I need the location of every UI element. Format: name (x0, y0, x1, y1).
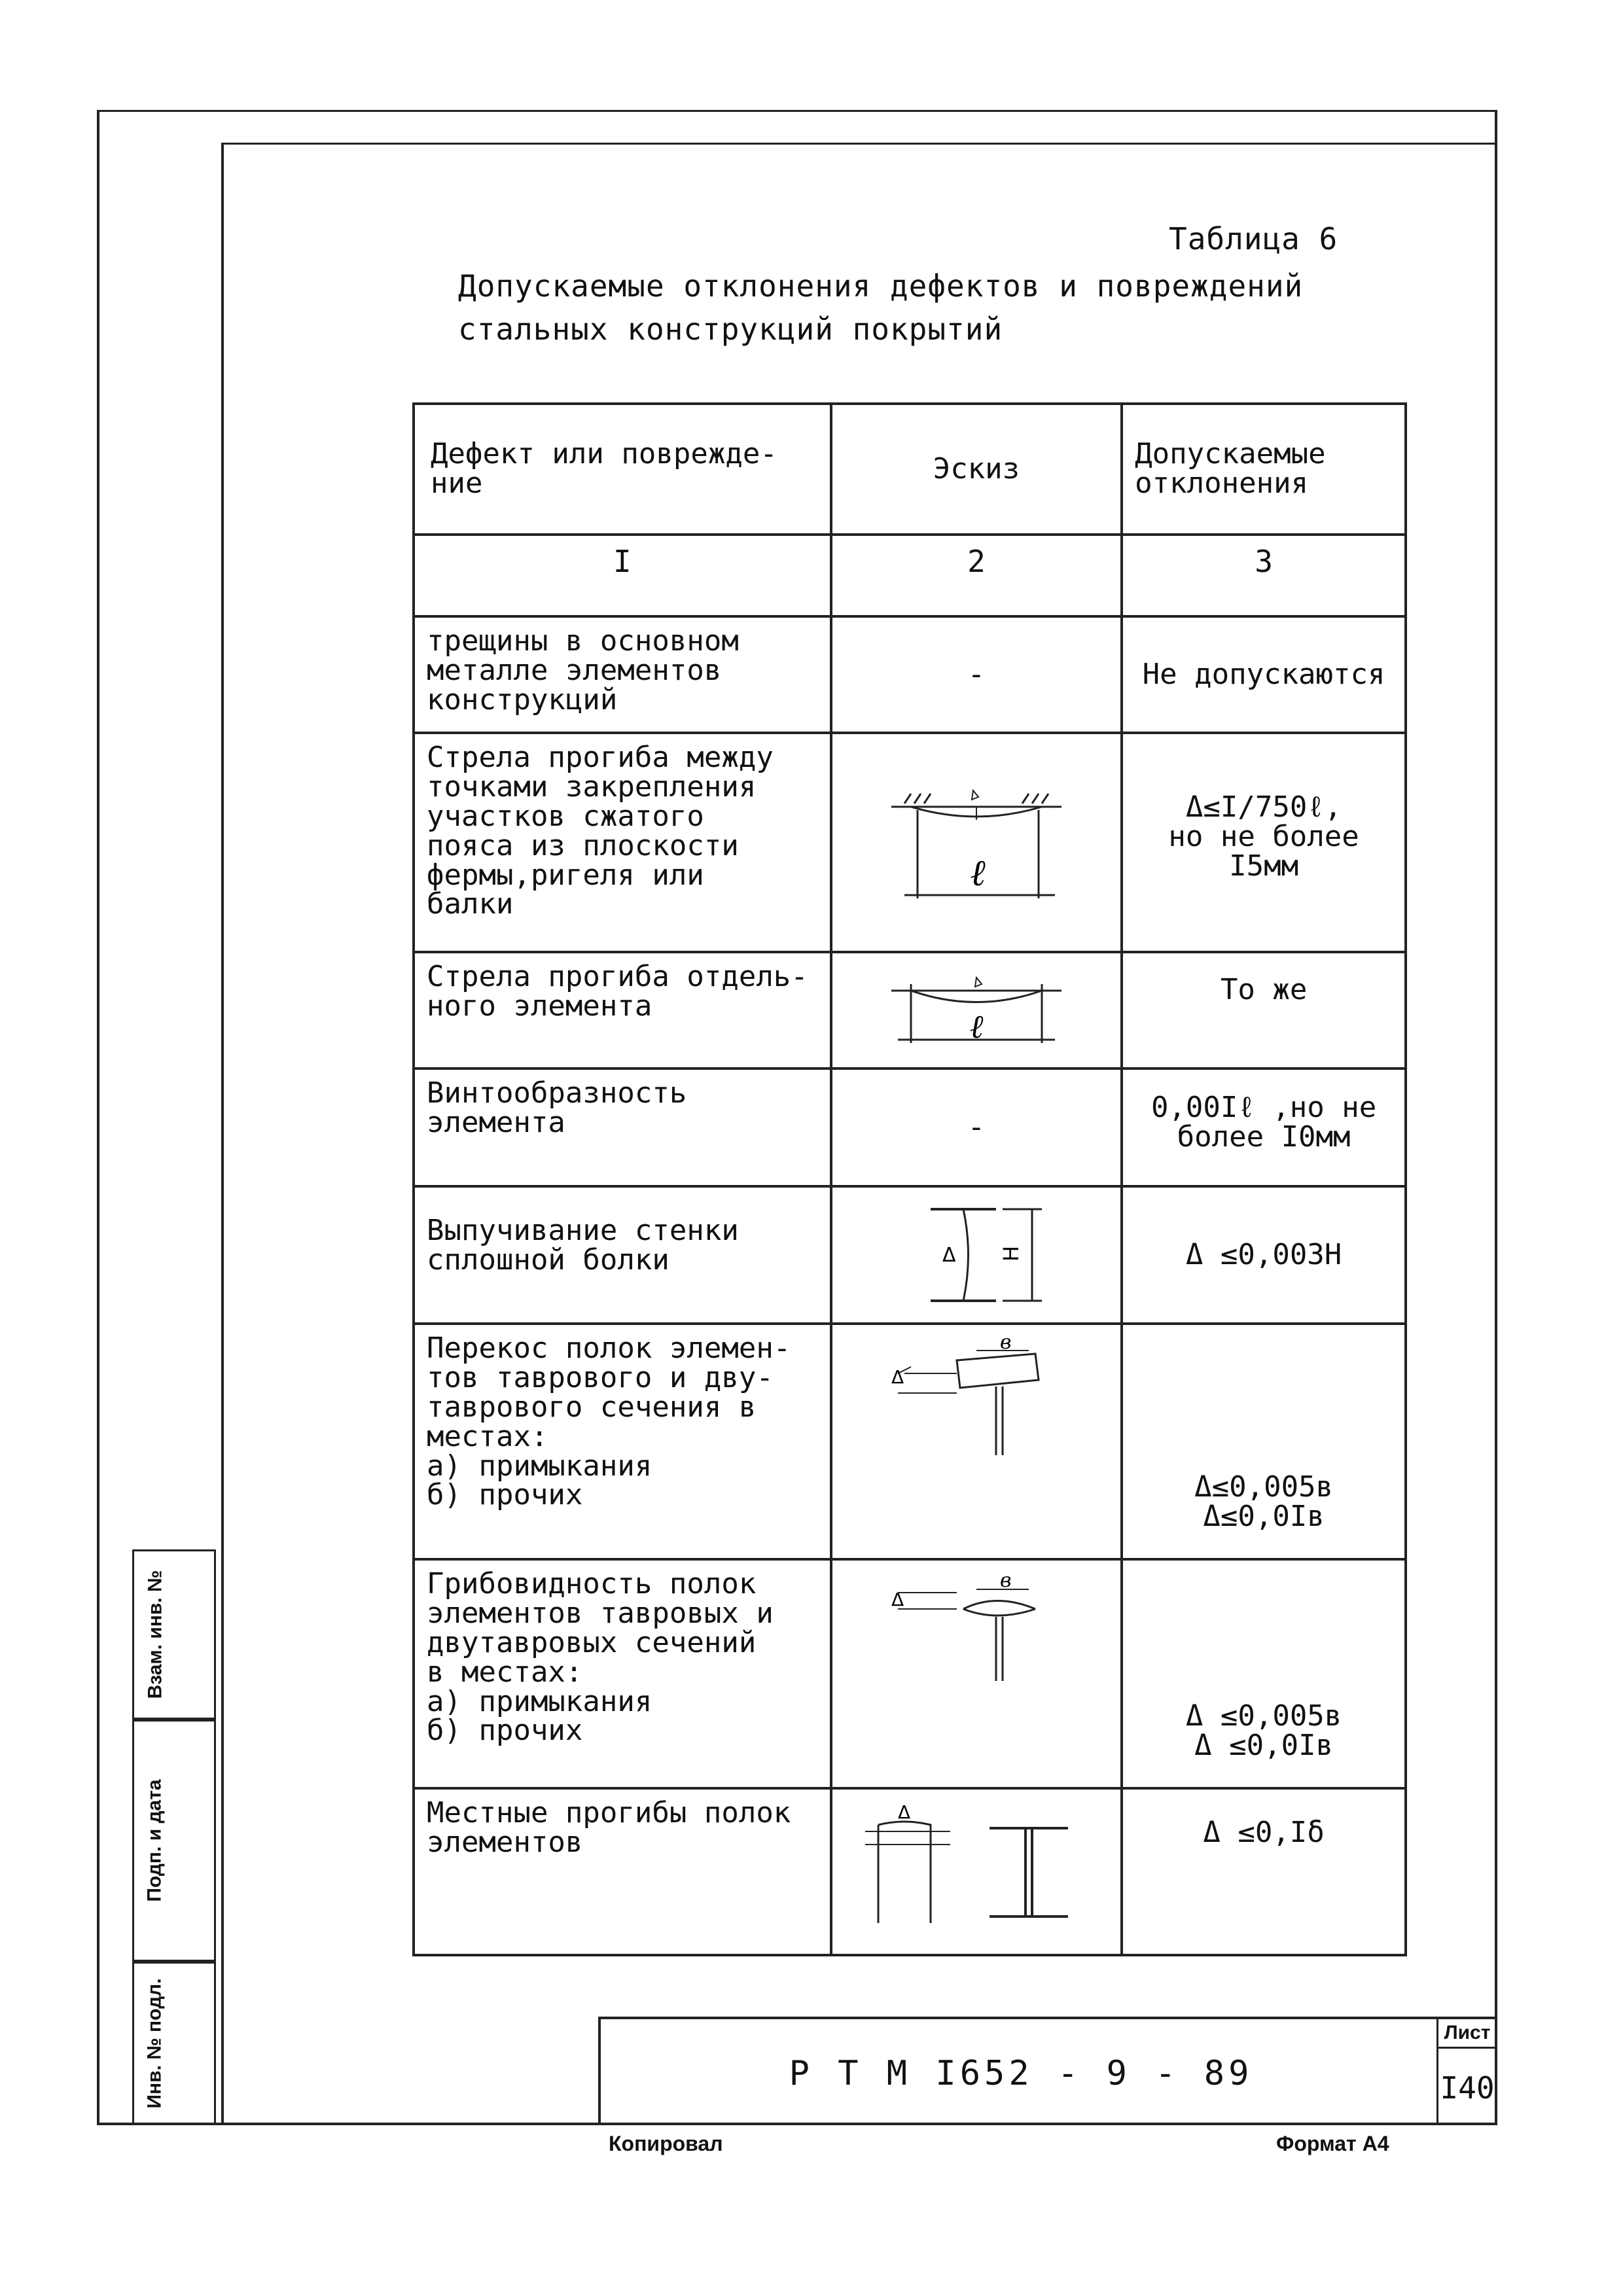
side-label-original-inv: Инв. № подл. (144, 1978, 166, 2109)
sketch-cell (831, 1559, 1122, 1788)
table-title: Таблица 6 (1169, 221, 1338, 256)
footer-copied: Копировал (609, 2132, 723, 2155)
table-row (414, 1559, 1406, 1788)
sketch-cell (831, 1788, 1122, 1955)
sketch-cell (831, 1186, 1122, 1324)
table-row (414, 733, 1406, 952)
side-box-replaced-inv (132, 1549, 216, 1720)
sheet-number: I40 (1440, 2070, 1495, 2106)
table-row (414, 1788, 1406, 1955)
caption-line-1: Допускаемые отклонения дефектов и повреждений (458, 268, 1304, 304)
side-box-original-inv (132, 1962, 216, 2125)
defect-cell: Перекос полок элемен- тов таврового и дву- таврового сечения в местах: а) примыкания б) прочих (414, 1324, 831, 1559)
svg-text:в: в (999, 1570, 1012, 1592)
header-tolerance: Допускаемые отклонения (1122, 404, 1406, 535)
col-number-1: I (414, 535, 831, 616)
side-box-signature-date (132, 1720, 216, 1962)
svg-text:ℓ: ℓ (970, 851, 986, 894)
table-row (414, 1069, 1406, 1186)
document-code: Р Т М I652 - 9 - 89 (789, 2054, 1253, 2093)
sketch-cell (831, 1324, 1122, 1559)
tolerance-cell: Δ ≤0,005в Δ ≤0,0Iв (1122, 1559, 1406, 1788)
sheet-box (1436, 2019, 1496, 2125)
svg-text:Δ: Δ (942, 1244, 956, 1267)
col-number-2: 2 (831, 535, 1122, 616)
svg-text:ℓ: ℓ (969, 1008, 984, 1046)
element-deflection-sketch (878, 964, 1075, 1056)
defect-cell: трещины в основном металле элементов конструкций (414, 616, 831, 733)
defect-cell: Стрела прогиба между точками закрепления участков сжатого пояса из плоскости фермы,ригеля или балки (414, 733, 831, 952)
sketch-cell: - (831, 1069, 1122, 1186)
flange-skew-sketch (872, 1334, 1081, 1465)
header-sketch: Эскиз (831, 404, 1122, 535)
column-number-row (414, 535, 1406, 616)
title-block (598, 2017, 1496, 2125)
sketch-cell (831, 733, 1122, 952)
caption-line-2: стальных конструкций покрытий (458, 311, 1003, 347)
web-bulging-sketch (891, 1199, 1061, 1311)
tolerance-cell: Δ ≤0,003H (1122, 1186, 1406, 1324)
header-row (414, 404, 1406, 535)
table-row (414, 616, 1406, 733)
sheet-label: Лист (1438, 2022, 1496, 2049)
side-label-signature-date: Подп. и дата (144, 1779, 166, 1902)
footer-format: Формат А4 (1276, 2132, 1389, 2155)
defect-cell: Грибовидность полок элементов тавровых и двутавровых сечений в местах: а) примыкания б) прочих (414, 1559, 831, 1788)
table-row (414, 1186, 1406, 1324)
tolerance-cell: Δ≤0,005в Δ≤0,0Iв (1122, 1324, 1406, 1559)
defects-table (412, 402, 1407, 1956)
side-label-replaced-inv: Взам. инв. № (144, 1570, 166, 1699)
local-flange-deflection-sketch (859, 1799, 1094, 1930)
sketch-cell: - (831, 616, 1122, 733)
svg-text:Δ: Δ (891, 1589, 904, 1610)
tolerance-cell: Не допускаются (1122, 616, 1406, 733)
svg-text:H: H (998, 1245, 1024, 1262)
col-number-3: 3 (1122, 535, 1406, 616)
tolerance-cell: Δ≤I/750ℓ, но не более I5мм (1122, 733, 1406, 952)
defect-cell: Винтообразность элемента (414, 1069, 831, 1186)
table-row (414, 1324, 1406, 1559)
defect-cell: Местные прогибы полок элементов (414, 1788, 831, 1955)
tolerance-cell: 0,00Iℓ ,но не более I0мм (1122, 1069, 1406, 1186)
table-row (414, 952, 1406, 1069)
svg-text:Δ: Δ (891, 1366, 904, 1388)
tolerance-cell: Δ ≤0,Iδ (1122, 1788, 1406, 1955)
header-defect: Дефект или поврежде- ние (414, 404, 831, 535)
tolerance-cell: То же (1122, 952, 1406, 1069)
svg-text:Δ: Δ (897, 1801, 911, 1823)
defect-cell: Выпучивание стенки сплошной болки (414, 1186, 831, 1324)
flange-mushroom-sketch (872, 1570, 1081, 1687)
sketch-cell (831, 952, 1122, 1069)
svg-text:в: в (999, 1334, 1012, 1354)
defect-cell: Стрела прогиба отдель- ного элемента (414, 952, 831, 1069)
chord-deflection-sketch (878, 768, 1075, 918)
